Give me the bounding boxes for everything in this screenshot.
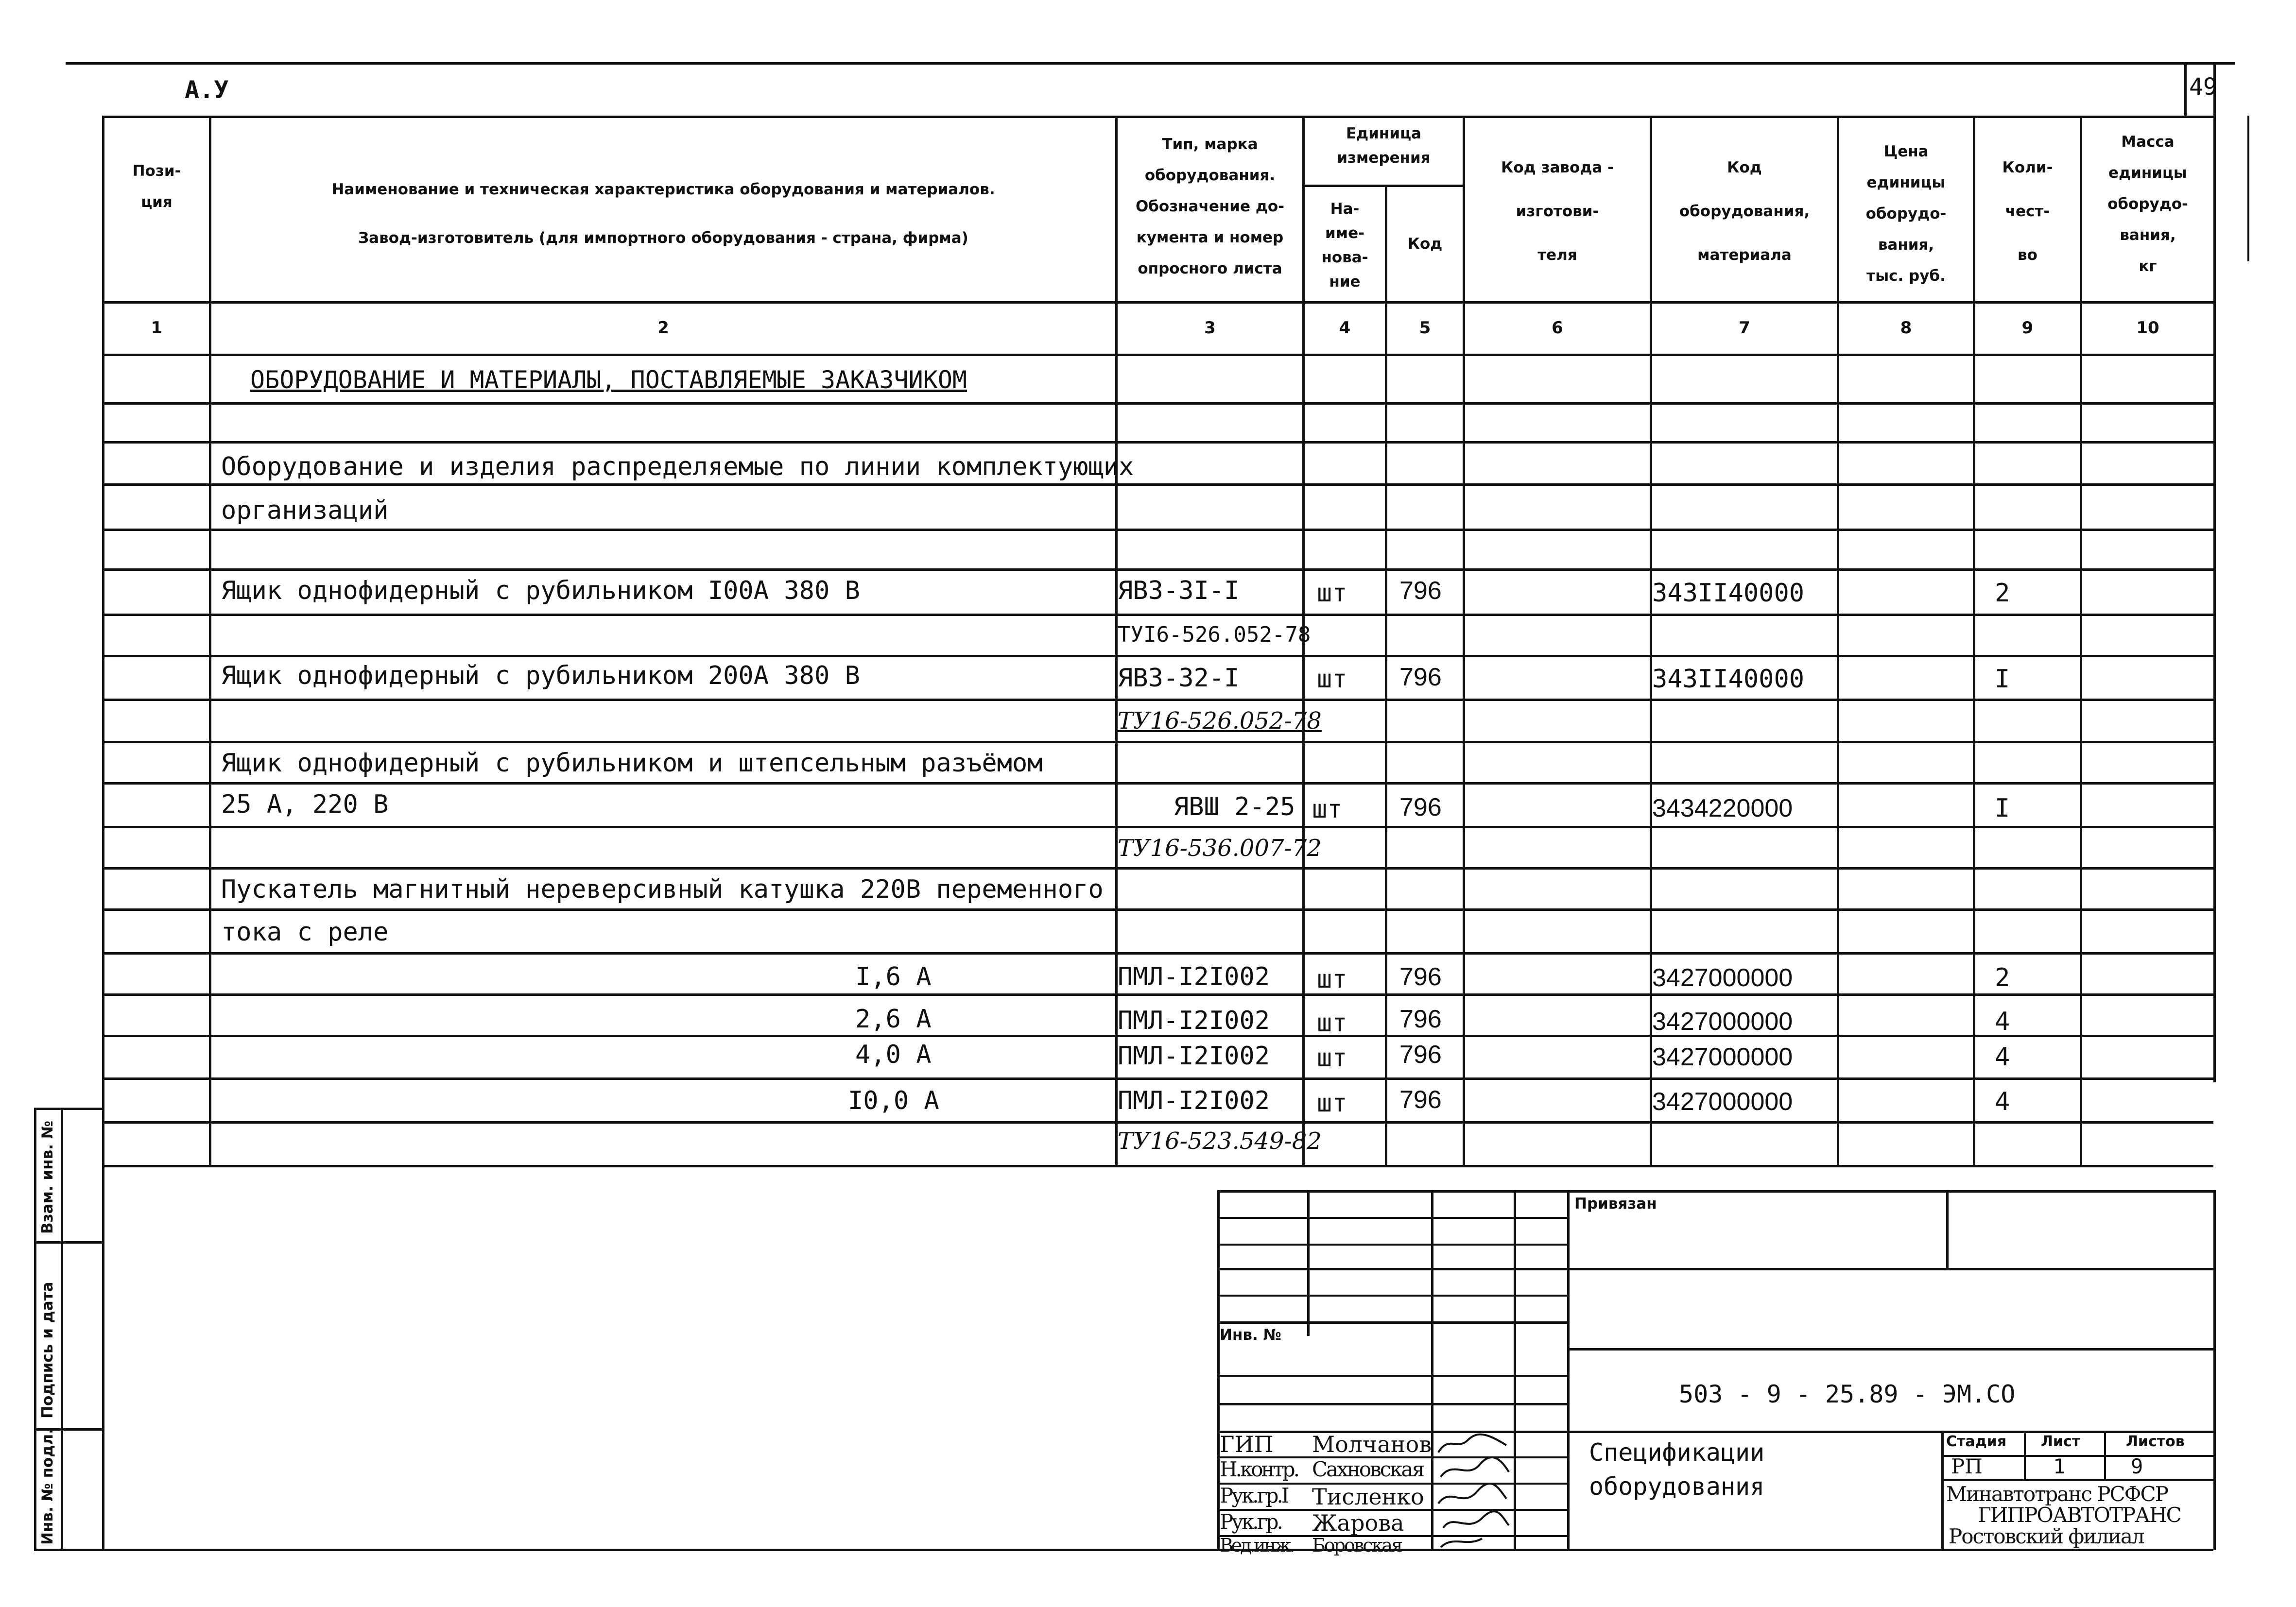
side-block-line xyxy=(34,1241,104,1244)
tb-line xyxy=(1217,1217,1567,1219)
inv-no-label: Инв. № xyxy=(1220,1326,1281,1344)
row-line xyxy=(102,483,2213,486)
tb-line xyxy=(1567,1190,1570,1550)
sheet-label: Лист xyxy=(2041,1433,2081,1450)
role-norm-control: Н.контр. xyxy=(1220,1457,1298,1481)
tb-line xyxy=(1941,1479,2213,1481)
item-unit: шт xyxy=(1317,1009,1347,1038)
item-unit-code: 796 xyxy=(1399,663,1442,691)
item-unit: шт xyxy=(1317,1043,1347,1073)
item-name: 4,0 A xyxy=(855,1040,932,1069)
name-borovskaya: Боровская xyxy=(1312,1535,1402,1556)
item-quantity: 2 xyxy=(1995,579,2010,608)
item-name: Ящик однофидерный с рубильником и штепсельным разъёмом xyxy=(221,749,1043,778)
header-bottom xyxy=(102,301,2213,304)
tb-line xyxy=(2213,1190,2216,1550)
item-type-doc: ТУI6-526.052-78 xyxy=(1118,622,1311,647)
sheet-code: А.У xyxy=(185,76,229,104)
tb-line xyxy=(1217,1244,1567,1246)
name-zharova: Жарова xyxy=(1312,1510,1404,1536)
frame-bottom xyxy=(102,1549,2213,1551)
row-line xyxy=(102,952,2213,955)
side-block-line xyxy=(34,1549,104,1551)
row-line xyxy=(102,741,2213,743)
tb-line xyxy=(1217,1190,2213,1193)
header-unit-code: Код xyxy=(1407,235,1443,253)
row-text: Оборудование и изделия распределяемые по линии комплектующих xyxy=(221,452,1134,481)
item-quantity: 4 xyxy=(1995,1087,2010,1116)
side-label-signature-date: Подпись и дата xyxy=(39,1282,56,1419)
page-number: 49 xyxy=(2189,73,2217,101)
header-mass: Масса единицы оборудо- вания, кг xyxy=(2107,133,2188,275)
item-quantity: 4 xyxy=(1995,1007,2010,1036)
org-branch: Ростовский филиал xyxy=(1949,1524,2144,1548)
tb-line xyxy=(1217,1295,1567,1297)
row-line xyxy=(102,782,2213,785)
colnum-2: 2 xyxy=(657,318,669,338)
item-equipment-code: 343II40000 xyxy=(1652,665,1805,694)
colnum-1: 1 xyxy=(151,318,163,338)
item-name: Пускатель магнитный нереверсивный катушка 220В переменного xyxy=(221,875,1104,904)
item-unit: шт xyxy=(1312,795,1343,824)
item-equipment-code: 3427000000 xyxy=(1652,964,1793,992)
header-equipment-code: Код оборудования, материала xyxy=(1679,159,1810,264)
item-type: ЯВЗ-3I-I xyxy=(1118,576,1240,605)
row-line xyxy=(102,993,2213,996)
item-name: I,6 A xyxy=(855,962,932,992)
item-equipment-code: 3427000000 xyxy=(1652,1008,1793,1036)
role-gip: ГИП xyxy=(1220,1431,1274,1457)
header-unit-name: На- име- нова- ние xyxy=(1321,200,1368,291)
item-name: I0,0 A xyxy=(848,1086,939,1115)
colnum-10: 10 xyxy=(2136,318,2159,338)
side-label-original-inv: Инв. № подл. xyxy=(39,1428,56,1545)
row-line xyxy=(102,441,2213,444)
colnum-4: 4 xyxy=(1339,318,1351,338)
item-name: 25 A, 220 B xyxy=(221,790,389,819)
item-type: ПМЛ-I2I002 xyxy=(1118,1086,1270,1115)
frame-right xyxy=(2213,62,2216,1082)
document-code: 503 - 9 - 25.89 - ЭМ.СО xyxy=(1679,1380,2016,1408)
item-type: ПМЛ-I2I002 xyxy=(1118,1042,1270,1071)
item-quantity: I xyxy=(1995,665,2010,694)
item-unit: шт xyxy=(1317,1089,1347,1118)
right-margin-line xyxy=(2247,116,2249,261)
item-type: ПМЛ-I2I002 xyxy=(1118,1006,1270,1035)
row-line xyxy=(102,655,2213,657)
item-equipment-code: 3427000000 xyxy=(1652,1088,1793,1116)
side-label-replaced-inv: Взам. инв. № xyxy=(39,1120,56,1234)
sheet-value: 1 xyxy=(2053,1454,2066,1478)
org-ministry: Минавтотранс РСФСР xyxy=(1946,1482,2168,1506)
item-unit-code: 796 xyxy=(1399,1005,1442,1033)
colnum-8: 8 xyxy=(1900,318,1912,338)
name-molchanov: Молчанов xyxy=(1312,1431,1432,1457)
header-name: Наименование и техническая характеристика оборудования и материалов. Завод-изготовитель (для импортного оборудования - страна, фирма) xyxy=(331,181,995,247)
name-tislenko: Тисленко xyxy=(1312,1484,1424,1510)
item-quantity: 4 xyxy=(1995,1043,2010,1072)
signatures xyxy=(1433,1431,1514,1549)
stage-value: РП xyxy=(1951,1454,1983,1478)
header-factory-code: Код завода - изготови- теля xyxy=(1501,159,1614,264)
row-line xyxy=(102,1121,2213,1124)
role-group-head: Рук.гр. xyxy=(1220,1510,1281,1534)
role-lead-engineer: Вед.инж. xyxy=(1220,1535,1294,1556)
tb-line xyxy=(1307,1190,1310,1336)
side-block-line xyxy=(34,1108,104,1110)
item-name: Ящик однофидерный с рубильником I00A 380 B xyxy=(221,576,860,605)
item-unit-code: 796 xyxy=(1399,1086,1442,1114)
row-line xyxy=(102,402,2213,405)
name-sakhnovskaya: Сахновская xyxy=(1312,1457,1424,1481)
tb-line xyxy=(1217,1268,2213,1270)
table-bottom xyxy=(102,1165,2213,1167)
top-border xyxy=(66,62,2235,65)
header-unit-group: Единица измерения xyxy=(1337,125,1431,167)
col-line-1 xyxy=(209,116,211,1165)
item-equipment-code: 3427000000 xyxy=(1652,1043,1793,1071)
tb-line xyxy=(1567,1348,2213,1351)
tb-line xyxy=(1946,1190,1949,1268)
item-unit-code: 796 xyxy=(1399,577,1442,605)
item-type-doc: ТУ16-536.007-72 xyxy=(1118,835,1322,862)
colnum-7: 7 xyxy=(1739,318,1750,338)
stage-label: Стадия xyxy=(1946,1433,2007,1450)
org-institute: ГИПРОАВТОТРАНС xyxy=(1978,1503,2181,1527)
item-equipment-code: 3434220000 xyxy=(1652,794,1793,822)
unit-group-line xyxy=(1302,185,1463,187)
row-line xyxy=(102,614,2213,616)
item-unit-code: 796 xyxy=(1399,963,1442,991)
tb-line xyxy=(1217,1375,1567,1377)
tb-line xyxy=(1217,1403,1567,1405)
item-name: 2,6 A xyxy=(855,1005,932,1034)
item-unit-code: 796 xyxy=(1399,793,1442,821)
item-type: ЯВШ 2-25 xyxy=(1174,792,1295,821)
item-type: ПМЛ-I2I002 xyxy=(1118,962,1270,992)
header-type: Тип, марка оборудования. Обозначение до- кумента и номер опросного листа xyxy=(1135,136,1285,277)
section-title: ОБОРУДОВАНИЕ И МАТЕРИАЛЫ, ПОСТАВЛЯЕМЫЕ ЗАКАЗЧИКОМ xyxy=(250,366,967,394)
item-name: тока с реле xyxy=(221,918,389,947)
row-line xyxy=(102,529,2213,531)
role-group-head-1: Рук.гр.I xyxy=(1220,1484,1288,1507)
item-unit: шт xyxy=(1317,965,1347,994)
sheets-label: Листов xyxy=(2126,1433,2185,1450)
colnum-5: 5 xyxy=(1419,318,1431,338)
header-price: Цена единицы оборудо- вания, тыс. руб. xyxy=(1865,143,1947,285)
colnum-9: 9 xyxy=(2021,318,2034,338)
item-quantity: 2 xyxy=(1995,963,2010,992)
colnum-bottom xyxy=(102,354,2213,356)
row-text: организаций xyxy=(221,496,389,525)
item-unit-code: 796 xyxy=(1399,1041,1442,1069)
row-line xyxy=(102,1077,2213,1080)
page-number-box xyxy=(2184,62,2187,116)
privyazan-label: Привязан xyxy=(1574,1195,1657,1213)
item-quantity: I xyxy=(1995,794,2010,823)
header-position: Пози- ция xyxy=(132,162,181,211)
item-type-doc: ТУ16-526.052-78 xyxy=(1118,707,1322,735)
item-type-doc: ТУ16-523.549-82 xyxy=(1118,1128,1322,1155)
side-block-mid xyxy=(61,1108,63,1549)
row-line xyxy=(102,908,2213,911)
colnum-3: 3 xyxy=(1204,318,1216,338)
item-name: Ящик однофидерный с рубильником 200A 380 B xyxy=(221,661,860,690)
item-unit: шт xyxy=(1317,665,1347,694)
sheets-value: 9 xyxy=(2131,1454,2143,1478)
document-title-line1: Спецификации xyxy=(1589,1438,1765,1467)
row-line xyxy=(102,826,2213,828)
frame-top xyxy=(102,116,2213,118)
tb-line xyxy=(1941,1431,1944,1549)
item-equipment-code: 343II40000 xyxy=(1652,579,1805,608)
row-line xyxy=(102,867,2213,870)
row-line xyxy=(102,568,2213,571)
header-quantity: Коли- чест- во xyxy=(2002,159,2053,264)
colnum-6: 6 xyxy=(1552,318,1563,338)
document-title-line2: оборудования xyxy=(1589,1472,1765,1501)
tb-line xyxy=(1217,1321,1567,1324)
item-type: ЯВЗ-32-I xyxy=(1118,664,1240,693)
side-block-left xyxy=(34,1108,36,1549)
row-line xyxy=(102,699,2213,701)
item-unit: шт xyxy=(1317,579,1347,608)
